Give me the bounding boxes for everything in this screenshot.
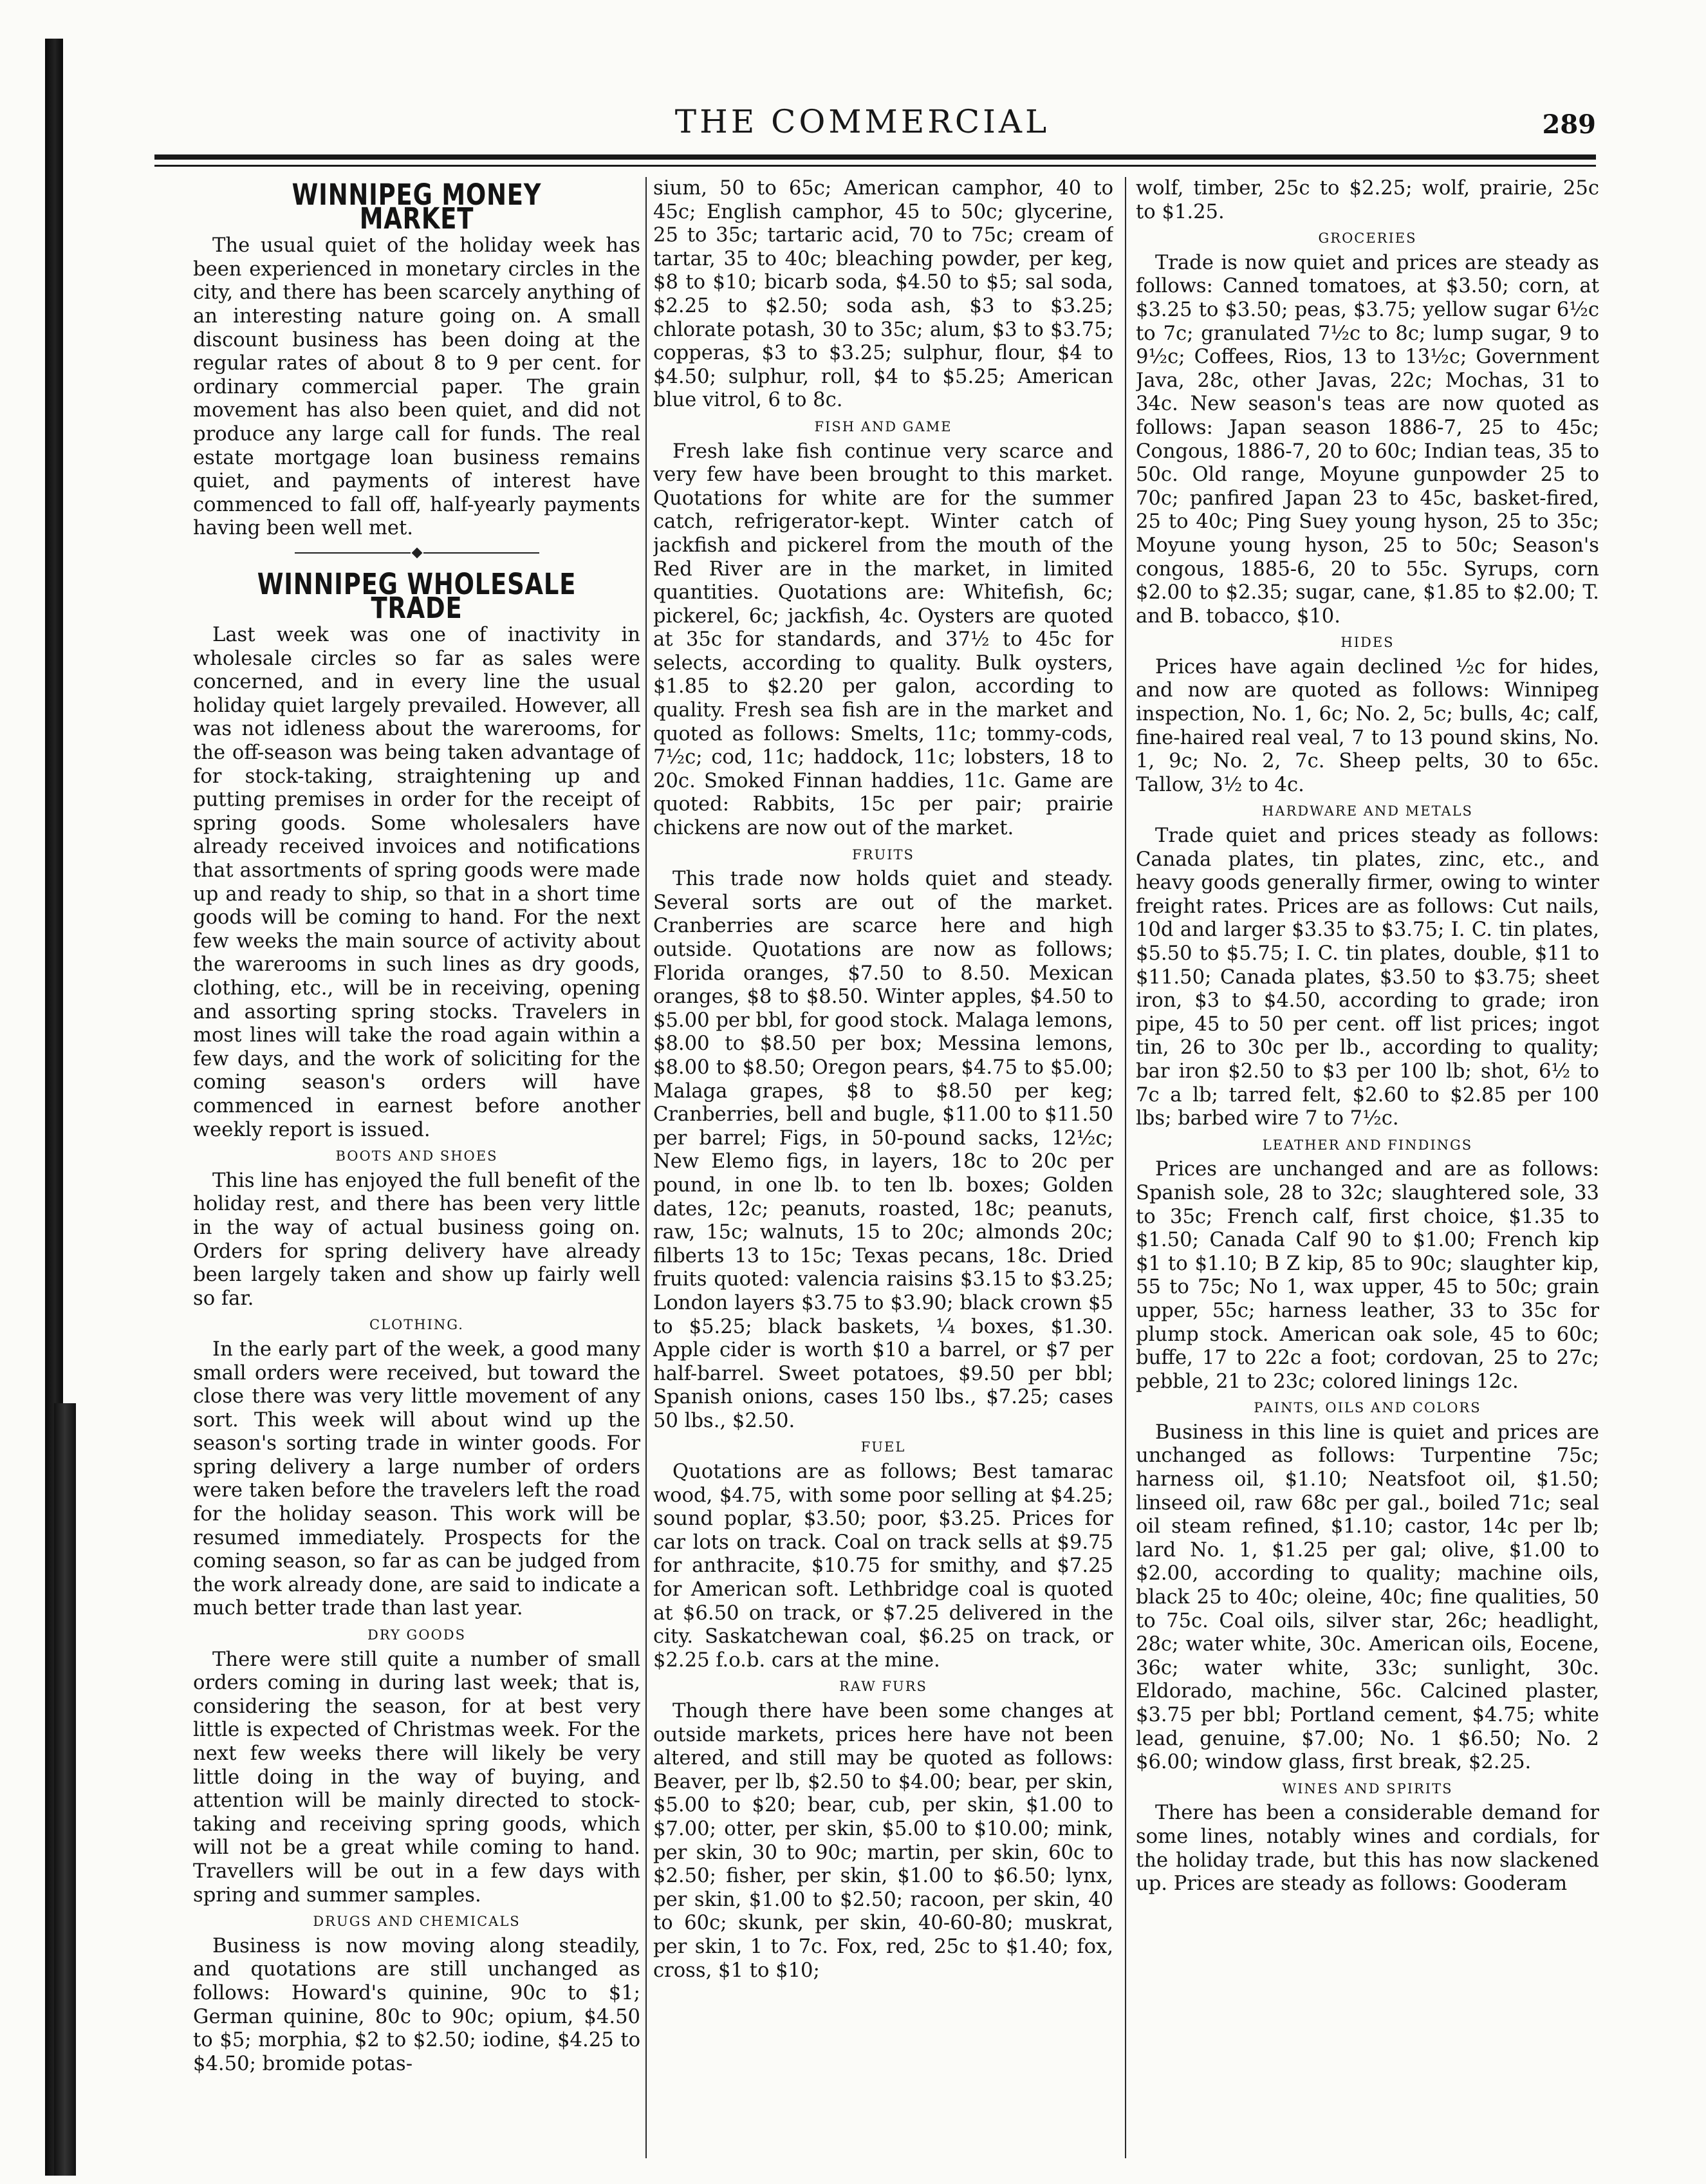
dry-goods-text: There were still quite a number of small orders coming in during last week; that is, considering the season, for at best very little is expected of Christmas week. For the next few weeks there will likely be very little doing in the way of buying, and attention will be mainly directed to stock-taking and receiving spring goods, which will not be a great while coming to hand. Travellers will be out in a few days with spring and summer samples. <box>193 1648 640 1907</box>
fish-heading: FISH AND GAME <box>814 418 952 434</box>
page-number: 289 <box>1542 109 1596 140</box>
header-rule-thin <box>154 165 1596 167</box>
drugs-text-continued: sium, 50 to 65c; American camphor, 40 to 45c; English camphor, 45 to 50c; glycerine, 25 to 35c; tartaric acid, 70 to 75c; cream of tartar, 35 to 40c; bleaching powder, per keg, $8 to $10; bicarb soda, $4.50 to $5; sal soda, $2.25 to $2.50; soda ash, $3 to $3.25; chlorate potash, 30 to 35c; alum, $3 to $3.75; copperas, $3 to $3.25; sulphur, flour, $4 to $4.50; sulphur, roll, $4 to $5.25; American blue vitrol, 6 to 8c. <box>653 177 1113 412</box>
money-market-heading: WINNIPEG MONEY MARKET <box>292 178 542 236</box>
fish-text: Fresh lake fish continue very scarce and very few have been brought to this market. Quotations for white are for the summer catch, refrigerator-kept. Winter catch of jackfish and pickerel from the mouth of the Red River are in the market, in limited quantities. Quotations are: Whitefish, 6c; pickerel, 6c; jackfish, 4c. Oysters are quoted at 35c for standards, and 37½ to 45c for selects, according to quality. Bulk oysters, $1.85 to $2.20 per galon, according to quality. Fresh sea fish are in the market and quoted as follows: Smelts, 11c; tommy-cods, 7½c; cod, 11c; haddock, 11c; lobsters, 18 to 20c. Smoked Finnan haddies, 11c. Game are quoted: Rabbits, 15c per pair; prairie chickens are now out of the market. <box>653 440 1113 840</box>
page-header <box>129 64 1596 193</box>
wines-text: There has been a considerable demand for some lines, notably wines and cordials, for the holiday trade, but this has now slackened up. Prices are steady as follows: Gooderam <box>1136 1802 1599 1896</box>
raw-furs-text: Though there have been some changes at outside markets, prices here have not been altered, and still may be quoted as follows: Beaver, per lb, $2.50 to $4.00; bear, per skin, $5.00 to $20; bear, cub, per skin, $1.00 to $7.00; otter, per skin, $5.00 to $10.00; mink, per skin, 30 to 90c; martin, per skin, 60c to $2.50; fisher, per skin, $1.00 to $6.50; lynx, per skin, $1.00 to $2.50; racoon, per skin, 40 to 60c; skunk, per skin, 40-60-80; muskrat, per skin, 1 to 7c. Fox, red, 25c to $1.40; fox, cross, $1 to $10; <box>653 1700 1113 1982</box>
header-rule-thick <box>154 154 1596 160</box>
column-2 <box>653 177 1113 2171</box>
hides-text: Prices have again declined ½c for hides, and now are quoted as follows: Winnipeg inspection, No. 1, 6c; No. 2, 5c; bulls, 4c; calf, fine-haired real veal, 7 to 13 pound skins, No. 1, 9c; No. 2, 7c. Sheep pelts, 30 to 65c. Tallow, 3½ to 4c. <box>1136 655 1599 796</box>
money-market-text: The usual quiet of the holiday week has been experienced in monetary circles in the city, and there has been scarcely anything of an interesting nature going on. A small discount business has been doing at the regular rates of about 8 to 9 per cent. for ordinary commercial paper. The grain movement has also been quiet, and did not produce any large call for funds. The real estate mortgage loan business remains quiet, and payments of interest have commenced to fall off, half-yearly payments having been well met. <box>193 234 640 540</box>
dry-goods-heading: DRY GOODS <box>367 1627 466 1643</box>
hardware-text: Trade quiet and prices steady as follows: Canada plates, tin plates, zinc, etc., and heavy goods generally firmer, owing to winter freight rates. Prices are as follows: Cut nails, 10d and larger $3.35 to $3.75; I. C. tin plates, $5.50 to $5.75; I. C. tin plates, double, $11 to $11.50; Canada plates, $3.50 to $3.75; sheet iron, $3 to $4.50, according to grade; iron pipe, 45 to 50 per cent. off list prices; ingot tin, 26 to 30c per lb., according to quality; bar iron $2.50 to $3 per 100 lb; shot, 6½ to 7c a lb; tarred felt, $2.60 to $2.85 per 100 lbs; barbed wire 7 to 7½c. <box>1136 825 1599 1130</box>
hardware-heading: HARDWARE AND METALS <box>1262 803 1473 819</box>
fuel-text: Quotations are as follows; Best tamarac wood, $4.75, with some poor selling at $4.25; sound poplar, $3.50; poor, $3.25. Prices for car lots on track. Coal on track sells at $9.75 for anthracite, $10.75 for smithy, and $7.25 for American soft. Lethbridge coal is quoted at $6.50 on track, or $7.25 delivered in the city. Saskatchewan coal, $6.25 on track, or $2.25 f.o.b. cars at the mine. <box>653 1461 1113 1672</box>
paints-heading: PAINTS, OILS AND COLORS <box>1254 1400 1481 1416</box>
fruits-heading: FRUITS <box>852 846 914 863</box>
clothing-heading: CLOTHING. <box>369 1317 464 1333</box>
groceries-text: Trade is now quiet and prices are steady as follows: Canned tomatoes, at $3.50; corn, at $3.25 to $3.50; peas, $3.75; yellow sugar 6½c to 7c; granulated 7½c to 8c; lump sugar, 9 to 9½c; Coffees, Rios, 13 to 13½c; Government Java, 28c, other Javas, 22c; Mochas, 31 to 34c. New season's teas are now quoted as follows: Japan season 1886-7, 25 to 45c; Congous, 1886-7, 20 to 60c; Indian teas, 35 to 50c. Old range, Moyune gunpowder 25 to 70c; panfired Japan 23 to 45c, basket-fired, 25 to 40c; Ping Suey young hyson, 25 to 35c; Moyune young hyson, 25 to 50c; Season's congous, 1885-6, 20 to 55c. Syrups, corn $2.00 to $2.35; sugar, cane, $1.85 to $2.00; T. and B. tobacco, $10. <box>1136 251 1599 628</box>
column-divider-2 <box>1125 177 1126 2158</box>
wholesale-trade-text: Last week was one of inactivity in wholesale circles so far as sales were concerned, and in every line the usual holiday quiet largely prevailed. However, all was not idleness about the warerooms, for the off-season was being taken advantage of for stock-taking, straightening up and putting premises in order for the receipt of spring goods. Some wholesalers have already received invoices and notifications that assortments of spring goods were made up and ready to ship, so that in a short time goods will be coming to hand. For the next few weeks the main source of activity about the warerooms in such lines as dry goods, clothing, etc., will be in receiving, opening and assorting spring stocks. Travelers in most lines will take the road again within a few days, and the work of soliciting for the coming season's orders will have commenced in earnest before another weekly report is issued. <box>193 624 640 1141</box>
raw-furs-text-continued: wolf, timber, 25c to $2.25; wolf, prairie, 25c to $1.25. <box>1136 177 1599 223</box>
paints-text: Business in this line is quiet and prices are unchanged as follows: Turpentine 75c; harness oil, $1.10; Neatsfoot oil, $1.50; linseed oil, raw 68c per gal., boiled 71c; seal oil steam refined, $1.10; castor, 14c per lb; lard No. 1, $1.25 per gal; olive, $1.00 to $2.00, according to quality; machine oils, black 25 to 40c; oleine, 40c; fine qualities, 50 to 75c. Coal oils, silver star, 26c; headlight, 28c; water white, 30c. American oils, Eocene, 36c; water white, 33c; sunlight, 30c. Eldorado, machine, 56c. Calcined plaster, $3.75 per bbl; Portland cement, $4.75; white lead, genuine, $7.00; No. 1 $6.50; No. 2 $6.00; window glass, first break, $2.25. <box>1136 1421 1599 1774</box>
fruits-text: This trade now holds quiet and steady. Several sorts are out of the market. Cranberries are scarce here and high outside. Quotations are now as follows; Florida oranges, $7.50 to 8.50. Mexican oranges, $8 to $8.50. Winter apples, $4.50 to $5.00 per bbl, for good stock. Malaga lemons, $8.00 to $8.50 per box; Messina lemons, $8.00 to $8.50; Oregon pears, $4.75 to $5.00; Malaga grapes, $8 to $8.50 per keg; Cranberries, bell and bugle, $11.00 to $11.50 per barrel; Figs, in 50-pound sacks, 12½c; New Elemo figs, in layers, 18c to 20c per pound, in one lb. to ten lb. boxes; Golden dates, 12c; peanuts, roasted, 18c; peanuts, raw, 15c; walnuts, 15 to 20c; almonds 20c; filberts 13 to 15c; Texas pecans, 18c. Dried fruits quoted: valencia raisins $3.15 to $3.25; London layers $3.75 to $3.90; black crown $5 to $5.25; black baskets, ¼ boxes, $1.30. Apple cider is worth $10 a barrel, or $7 per half-barrel. Sweet potatoes, $9.50 per bbl; Spanish onions, cases 150 lbs., $7.25; cases 50 lbs., $2.50. <box>653 868 1113 1432</box>
drugs-heading: DRUGS AND CHEMICALS <box>313 1914 521 1930</box>
boots-text: This line has enjoyed the full benefit of the holiday rest, and there has been very little in the way of actual business going on. Orders for spring delivery have already been largely taken and show up fairly well so far. <box>193 1169 640 1310</box>
page-binding-edge-lower <box>54 1403 76 2176</box>
column-divider-1 <box>645 177 647 2158</box>
masthead-title: THE COMMERCIAL <box>674 103 1050 140</box>
leather-text: Prices are unchanged and are as follows: Spanish sole, 28 to 32c; slaughtered sole, 33 to 35c; French calf, first choice, $1.35 to $1.50; Canada Calf 90 to $1.00; French kip $1 to $1.10; B Z kip, 85 to 90c; slaughter kip, 55 to 75c; No 1, wax upper, 45 to 50c; grain upper, 55c; harness leather, 33 to 35c for plump stock. American oak sole, 45 to 60c; buffe, 17 to 22c a foot; cordovan, 25 to 27c; pebble, 21 to 23c; colored linings 12c. <box>1136 1158 1599 1393</box>
wines-heading: WINES AND SPIRITS <box>1282 1780 1453 1797</box>
column-1 <box>193 177 640 2171</box>
wholesale-trade-heading: WINNIPEG WHOLESALE TRADE <box>257 566 577 625</box>
leather-heading: LEATHER AND FINDINGS <box>1262 1137 1473 1153</box>
column-3 <box>1136 177 1599 2171</box>
fuel-heading: FUEL <box>860 1439 906 1455</box>
clothing-text: In the early part of the week, a good many small orders were received, but toward the close there was very little movement of any sort. This week will about wind up the season's sorting trade in winter goods. For spring delivery a large number of orders were taken before the travelers left the road for the holiday season. This work will be resumed immediately. Prospects for the coming season, so far as can be judged from the work already done, are said to indicate a much better trade than last year. <box>193 1338 640 1620</box>
hides-heading: HIDES <box>1340 635 1395 651</box>
section-ornament <box>193 541 640 566</box>
boots-heading: BOOTS AND SHOES <box>335 1148 498 1164</box>
groceries-heading: GROCERIES <box>1318 230 1417 247</box>
raw-furs-heading: RAW FURS <box>839 1679 927 1695</box>
drugs-text: Business is now moving along steadily, and quotations are still unchanged as follows: Howard's quinine, 90c to $1; German quinine, 80c to 90c; opium, $4.50 to $5; morphia, $2 to $2.50; iodine, $4.25 to $4.50; bromide potas- <box>193 1934 640 2075</box>
